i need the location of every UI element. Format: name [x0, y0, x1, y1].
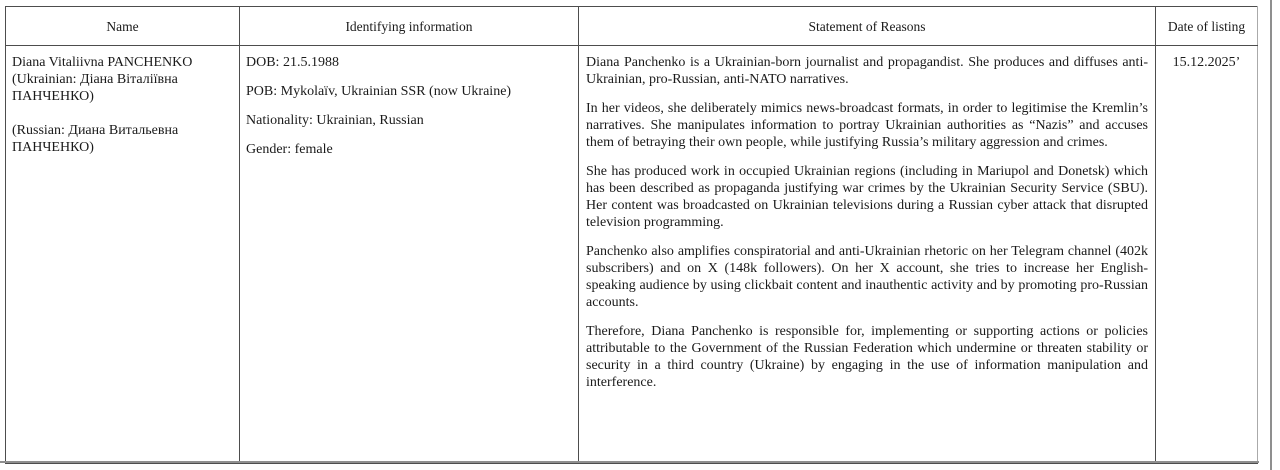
date-of-listing-value: 15.12.2025’ — [1172, 55, 1241, 70]
col-header-identifying-information: Identifying information — [240, 7, 579, 46]
statement-paragraph: Diana Panchenko is a Ukrainian-born journalist and propagandist. She produces and diffuses anti-Ukrainian, pro-Russian, anti-NATO narratives. — [586, 55, 1148, 87]
col-header-date-of-listing: Date of listing — [1156, 7, 1258, 46]
statement-paragraph: In her videos, she deliberately mimics news-broadcast formats, in order to legitimise the Kremlin’s narratives. She manipulates information to portray Ukrainian authorities as “Nazis” and accuses them of betraying their own people, while justifying Russia’s military aggression and crimes. — [586, 101, 1148, 150]
identifying-line-pob: POB: Mykolaïv, Ukrainian SSR (now Ukraine) — [246, 84, 512, 99]
page-bottom-rule — [0, 461, 1259, 463]
identifying-line-nationality: Nationality: Ukrainian, Russian — [246, 113, 424, 128]
table-row — [6, 46, 1258, 464]
name-paragraph-latin-ukrainian: Diana Vitaliivna PANCHENKO (Ukrainian: Діана Віталіївна ПАНЧЕНКО) — [12, 55, 193, 104]
identifying-line-dob: DOB: 21.5.1988 — [246, 55, 339, 70]
statement-paragraph: Therefore, Diana Panchenko is responsible for, implementing or supporting actions or policies attributable to the Government of the Russian Federation which undermine or threaten stability or security in a third country (Ukraine) by engaging in the use of information manipulation and interference. — [586, 324, 1148, 390]
col-header-name: Name — [6, 7, 240, 46]
col-header-statement-of-reasons: Statement of Reasons — [579, 7, 1156, 46]
page-edge-line — [1270, 0, 1272, 470]
sanctions-table — [5, 6, 1258, 464]
date-of-listing-cell — [1156, 46, 1258, 464]
statement-paragraph: Panchenko also amplifies conspiratorial and anti-Ukrainian rhetoric on her Telegram channel (402k subscribers) and on X (148k followers). On her X account, she tries to increase her English-speaking audience by using clickbait content and inauthentic activity and by promoting pro-Russian accounts. — [586, 244, 1148, 310]
identifying-line-gender: Gender: female — [246, 142, 333, 157]
statement-paragraph: She has produced work in occupied Ukrainian regions (including in Mariupol and Donetsk) which has been described as propaganda justifying war crimes by the Ukrainian Security Service (SBU). Her content was broadcasted on Ukrainian televisions during a Russian cyber attack that disrupted television programming. — [586, 164, 1148, 230]
identifying-information-cell — [240, 46, 579, 464]
name-paragraph-russian: (Russian: Диана Витальевна ПАНЧЕНКО) — [12, 123, 179, 155]
header-row — [6, 7, 1258, 46]
statement-of-reasons-cell — [579, 46, 1156, 464]
name-cell — [6, 46, 240, 464]
